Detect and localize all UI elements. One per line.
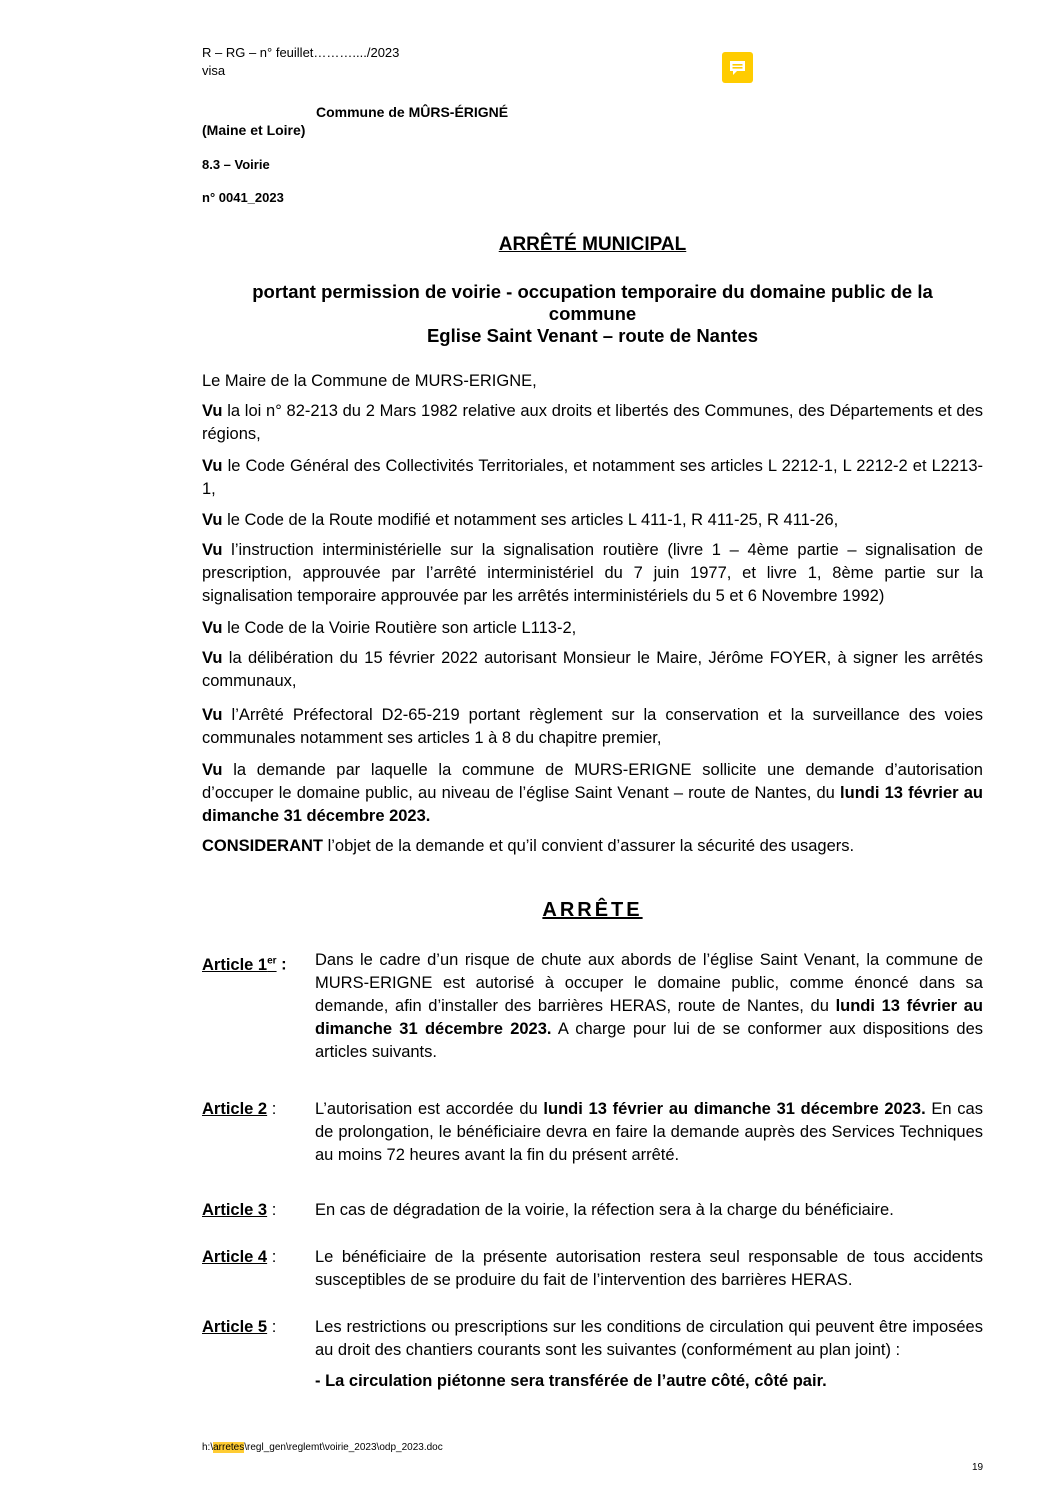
article-1-number: Article 1 (202, 955, 268, 974)
vu-label: Vu (202, 541, 223, 559)
arrete-heading: ARRÊTE (542, 899, 643, 921)
vu-label: Vu (202, 706, 223, 724)
path-prefix: h:\ (202, 1442, 214, 1453)
vu-label: Vu (202, 402, 223, 420)
vu-dates: lundi 13 février au dimanche 31 décembre 2023. (202, 784, 984, 825)
vu-text: le Code de la Route modifié et notamment ses articles L 411-1, R 411-25, R 411-26, (222, 511, 839, 529)
header-feuillet: R – RG – n° feuillet………..../2023 (202, 45, 400, 60)
article-3-label (202, 1199, 276, 1222)
article-4-body: Le bénéficiaire de la présente autorisation restera seul responsable de tous accidents susceptibles de se produire du fait de l’intervention des barrières HERAS. (315, 1248, 983, 1289)
article-5-title: Article 5 (202, 1318, 268, 1336)
article-5-text: Les restrictions ou prescriptions sur les conditions de circulation qui peuvent être imposées au droit des chantiers courants sont les suivantes (conformément au plan joint) : (315, 1318, 983, 1359)
vu-paragraph-6 (202, 647, 983, 693)
article-4-colon: : (267, 1248, 277, 1266)
vu-text: la délibération du 15 février 2022 autorisant Monsieur le Maire, Jérôme FOYER, à signer les arrêtés communaux, (202, 649, 983, 690)
vu-text: le Code Général des Collectivités Territoriales, et notamment ses articles L 2212-1, L 2212-2 et L2213-1, (202, 457, 983, 498)
subtitle (202, 281, 983, 347)
considerant-paragraph (202, 835, 983, 858)
vu-paragraph-3 (202, 509, 983, 532)
article-1-text-b: A charge pour lui de se conformer aux dispositions des articles suivants. (315, 1020, 983, 1061)
vu-paragraph-4 (202, 539, 983, 608)
article-2-label (202, 1098, 276, 1121)
article-5-label (202, 1316, 276, 1339)
intro-text: Le Maire de la Commune de MURS-ERIGNE, (202, 372, 537, 390)
article-2-body (315, 1098, 983, 1167)
article-1-colon: : (276, 955, 287, 974)
vu-paragraph-7 (202, 704, 983, 750)
article-3-title: Article 3 (202, 1201, 268, 1219)
vu-paragraph-1 (202, 400, 983, 446)
considerant-label: CONSIDERANT (202, 837, 324, 855)
article-1-dates: lundi 13 février au dimanche 31 décembre 2023. (315, 997, 983, 1038)
path-rest: \regl_gen\reglemt\voirie_2023\odp_2023.doc (244, 1442, 443, 1453)
subtitle-line-1: portant permission de voirie - occupation temporaire du domaine public de la (252, 281, 933, 302)
vu-label: Vu (202, 511, 223, 529)
file-path (202, 1442, 443, 1453)
article-2-text-b: En cas de prolongation, le bénéficiaire devra en faire la demande auprès des Services Techniques au moins 72 heures avant la fin du présent arrêté. (315, 1100, 983, 1164)
vu-label: Vu (202, 457, 223, 475)
article-1-body (315, 949, 983, 1064)
article-3-colon: : (267, 1201, 277, 1219)
vu-label: Vu (202, 619, 223, 637)
article-2-title: Article 2 (202, 1100, 268, 1118)
comment-icon[interactable] (722, 52, 753, 83)
page-number: 19 (972, 1462, 984, 1473)
vu-text: le Code de la Voirie Routière son article L113-2, (222, 619, 577, 637)
considerant-text: l’objet de la demande et qu’il convient d’assurer la sécurité des usagers. (323, 837, 855, 855)
article-3-body: En cas de dégradation de la voirie, la réfection sera à la charge du bénéficiaire. (315, 1201, 894, 1219)
vu-paragraph-2 (202, 455, 983, 501)
commune-name: Commune de MÛRS-ÉRIGNÉ (316, 104, 509, 120)
article-1-text-a: Dans le cadre d’un risque de chute aux abords de l’église Saint Venant, la commune de MURS-ERIGNE est autorisé à occuper le domaine public, comme énoncé dans sa demande, afin d’installer des barrières HERAS, route de Nantes, du (315, 951, 983, 1015)
path-highlight: arretes (213, 1442, 245, 1453)
category-label: 8.3 – Voirie (202, 157, 270, 172)
vu-paragraph-8 (202, 759, 983, 828)
subtitle-line-2: commune (548, 303, 637, 324)
arrete-number: n° 0041_2023 (202, 190, 284, 205)
subtitle-line-3: Eglise Saint Venant – route de Nantes (426, 325, 759, 346)
vu-text: la loi n° 82-213 du 2 Mars 1982 relative aux droits et libertés des Communes, des Départements et des régions, (202, 402, 983, 443)
article-5-colon: : (267, 1318, 277, 1336)
vu-text: l’Arrêté Préfectoral D2-65-219 portant règlement sur la conservation et la surveillance des voies communales notamment ses articles 1 à 8 du chapitre premier, (202, 706, 983, 747)
article-1-sup: er (267, 955, 277, 966)
article-5-measure: - La circulation piétonne sera transférée de l’autre côté, côté pair. (315, 1372, 827, 1390)
article-1-label (202, 949, 287, 977)
article-2-colon: : (267, 1100, 277, 1118)
article-2-text-a: L’autorisation est accordée du (315, 1100, 544, 1118)
departement: (Maine et Loire) (202, 122, 306, 138)
article-4-title: Article 4 (202, 1248, 268, 1266)
article-5-body (315, 1316, 983, 1393)
page-title: ARRÊTÉ MUNICIPAL (498, 234, 687, 255)
vu-text: la demande par laquelle la commune de MURS-ERIGNE sollicite une demande d’autorisation d’occuper le domaine public, au niveau de l’église Saint Venant – route de Nantes, du (202, 761, 983, 802)
vu-text: l’instruction interministérielle sur la signalisation routière (livre 1 – 4ème partie – signalisation de prescription, approuvée par l’arrêté interministériel du 7 juin 1977, et livre 1, 8ème partie sur la signalisation temporaire approuvée par les arrêtés interministériels du 5 et 6 Novembre 1992) (202, 541, 983, 605)
article-1-title (202, 956, 277, 974)
vu-label: Vu (202, 761, 223, 779)
header-visa: visa (202, 63, 226, 78)
article-2-dates: lundi 13 février au dimanche 31 décembre 2023. (543, 1100, 926, 1118)
vu-paragraph-5 (202, 617, 983, 640)
vu-label: Vu (202, 649, 223, 667)
article-4-label (202, 1246, 276, 1269)
